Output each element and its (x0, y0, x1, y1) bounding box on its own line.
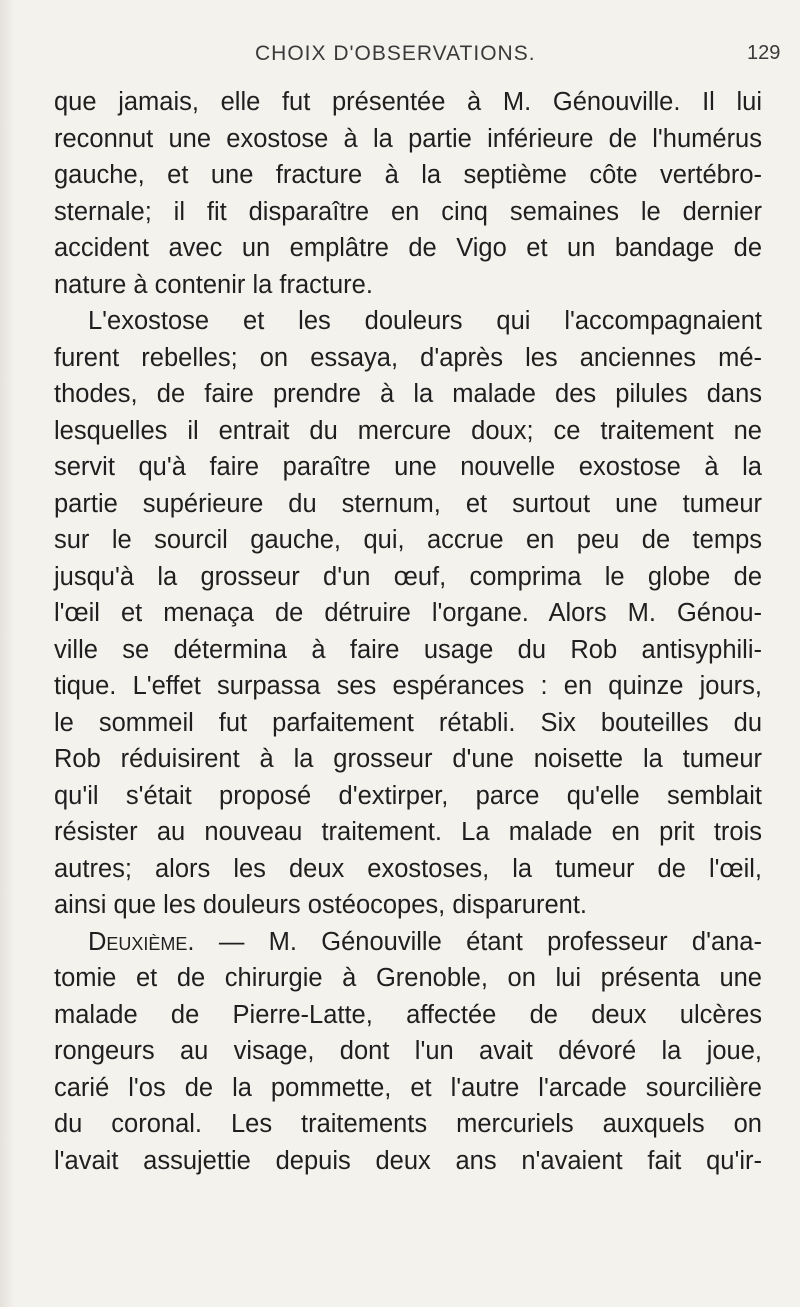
text-line: reconnut une exostose à la partie inférieure de l'humérus (54, 124, 762, 153)
text-line: lesquelles il entrait du mercure doux; ce traitement ne (54, 416, 762, 445)
running-header: CHOIX D'OBSERVATIONS. (255, 42, 536, 65)
text-line: tomie et de chirurgie à Grenoble, on lui présenta une (54, 964, 762, 992)
text-line: Rob réduisirent à la grosseur d'une noisette la tumeur (54, 745, 762, 773)
text-line: rongeurs au visage, dont l'un avait dévoré la joue, (54, 1037, 762, 1065)
text-line: servit qu'à faire paraître une nouvelle exostose à la (54, 453, 762, 481)
paragraph-end-line: nature à contenir la fracture. (54, 270, 373, 299)
text-line: tique. L'effet surpassa ses espérances : en quinze jours, (54, 672, 762, 700)
text-line: ville se détermina à faire usage du Rob antisyphili- (54, 635, 762, 664)
body-text (54, 84, 762, 1179)
text-line: gauche, et une fracture à la septième côte vertébro- (54, 161, 762, 189)
text-line-rest: — M. Génouville étant professeur d'ana- (218, 927, 762, 956)
text-line: malade de Pierre-Latte, affectée de deux ulcères (54, 1000, 762, 1029)
text-line: partie supérieure du sternum, et surtout une tumeur (54, 489, 762, 518)
text-line: résister au nouveau traitement. La malade en prit trois (54, 818, 762, 846)
section-label: Deuxième. (88, 927, 195, 956)
paragraph-start-line: L'exostose et les douleurs qui l'accompagnaient (88, 307, 762, 335)
paragraph-end-line: ainsi que les douleurs ostéocopes, disparurent. (54, 891, 587, 919)
text-line: autres; alors les deux exostoses, la tumeur de l'œil, (54, 854, 762, 883)
text-line: l'œil et menaça de détruire l'organe. Alors M. Génou- (54, 599, 762, 627)
text-line: furent rebelles; on essaya, d'après les anciennes mé- (54, 343, 762, 372)
text-line: carié l'os de la pommette, et l'autre l'arcade sourcilière (54, 1073, 762, 1102)
text-line: thodes, de faire prendre à la malade des pilules dans (54, 380, 762, 408)
text-line: sternale; il fit disparaître en cinq semaines le dernier (54, 197, 762, 226)
page-gutter-shadow (0, 0, 14, 1307)
section-start-line (54, 924, 762, 961)
text-line: le sommeil fut parfaitement rétabli. Six bouteilles du (54, 708, 762, 737)
text-line: l'avait assujettie depuis deux ans n'avaient fait qu'ir- (54, 1146, 762, 1175)
text-line: sur le sourcil gauche, qui, accrue en peu de temps (54, 526, 762, 554)
text-line: que jamais, elle fut présentée à M. Génouville. Il lui (54, 88, 762, 116)
page-number: 129 (747, 42, 781, 64)
text-line: qu'il s'était proposé d'extirper, parce qu'elle semblait (54, 781, 762, 810)
text-line: du coronal. Les traitements mercuriels auxquels on (54, 1110, 762, 1138)
text-line: jusqu'à la grosseur d'un œuf, comprima le globe de (54, 562, 762, 591)
text-line: accident avec un emplâtre de Vigo et un bandage de (54, 234, 762, 262)
